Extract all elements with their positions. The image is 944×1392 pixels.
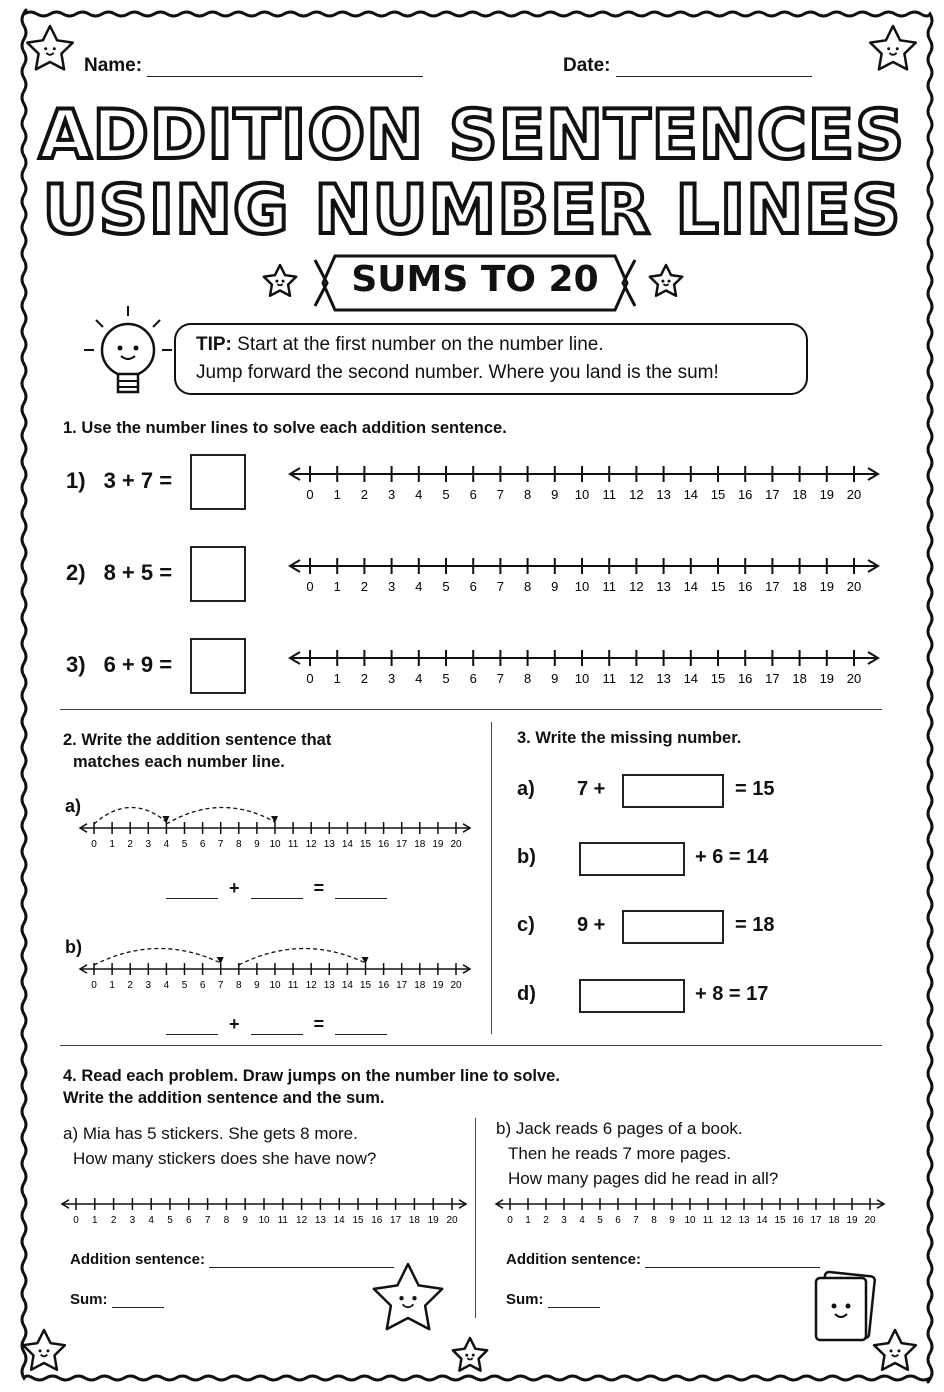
tick-label: 15 bbox=[710, 579, 726, 594]
tick-label: 17 bbox=[765, 487, 780, 502]
divider bbox=[475, 1118, 476, 1318]
addition-sentence-a: Addition sentence: bbox=[70, 1251, 394, 1268]
tick-label: 12 bbox=[296, 1215, 308, 1226]
sum-b: Sum: bbox=[506, 1291, 600, 1308]
section1-heading: 1. Use the number lines to solve each addition sentence. bbox=[63, 419, 507, 437]
tick-label: 4 bbox=[415, 487, 423, 502]
date-label: Date: bbox=[563, 55, 812, 77]
tick-label: 4 bbox=[415, 579, 423, 594]
tick-label: 3 bbox=[145, 980, 152, 991]
tick-label: 5 bbox=[442, 671, 450, 686]
tick-label: 11 bbox=[602, 579, 616, 594]
tick-label: 13 bbox=[738, 1215, 750, 1226]
tick-label: 11 bbox=[602, 487, 616, 502]
section3-heading: 3. Write the missing number. bbox=[517, 729, 742, 747]
tick-label: 13 bbox=[656, 579, 671, 594]
star-icon bbox=[23, 1330, 65, 1370]
tick-label: 2 bbox=[543, 1215, 549, 1226]
tick-label: 3 bbox=[129, 1215, 136, 1226]
problem-expression: 3 + 7 = bbox=[103, 468, 173, 493]
tick-label: 8 bbox=[236, 839, 242, 850]
tick-label: 10 bbox=[574, 487, 590, 502]
tick-label: 4 bbox=[415, 671, 423, 686]
tick-label: 8 bbox=[236, 980, 242, 991]
answer-line[interactable] bbox=[548, 1295, 600, 1308]
blank[interactable] bbox=[251, 884, 303, 899]
tick-label: 5 bbox=[181, 980, 188, 991]
problem-2 bbox=[66, 560, 172, 586]
lightbulb-icon bbox=[84, 306, 172, 392]
tick-label: 15 bbox=[359, 839, 372, 850]
missing-number-box[interactable] bbox=[579, 842, 685, 876]
tick-label: 14 bbox=[683, 671, 699, 686]
tick-label: 3 bbox=[387, 579, 396, 594]
tick-label: 11 bbox=[287, 839, 299, 850]
tick-label: 5 bbox=[597, 1215, 603, 1226]
tick-label: 20 bbox=[450, 839, 462, 850]
title-line1: ADDITION SENTENCES bbox=[38, 96, 906, 175]
tick-label: 12 bbox=[629, 487, 644, 502]
expression-left: 7 + bbox=[577, 778, 606, 800]
answer-box[interactable] bbox=[190, 546, 246, 602]
tick-label: 16 bbox=[371, 1215, 383, 1226]
tick-label: 8 bbox=[651, 1215, 657, 1226]
tick-label: 0 bbox=[91, 980, 97, 991]
blank[interactable] bbox=[335, 1020, 387, 1035]
tick-label: 16 bbox=[792, 1215, 804, 1226]
missing-number-box[interactable] bbox=[622, 910, 724, 944]
tick-label: 0 bbox=[91, 839, 97, 850]
tick-label: 9 bbox=[254, 839, 260, 850]
tick-label: 2 bbox=[360, 579, 369, 594]
tick-label: 17 bbox=[390, 1215, 402, 1226]
tick-label: 7 bbox=[496, 579, 505, 594]
tick-label: 13 bbox=[656, 671, 671, 686]
tick-label: 0 bbox=[306, 579, 314, 594]
tick-label: 1 bbox=[525, 1215, 531, 1226]
tick-label: 4 bbox=[148, 1215, 154, 1226]
problem-number: 3) bbox=[66, 652, 86, 677]
tick-label: 17 bbox=[810, 1215, 822, 1226]
expression-right: = 18 bbox=[735, 914, 775, 936]
tick-label: 1 bbox=[333, 671, 341, 686]
tick-label: 2 bbox=[360, 487, 369, 502]
tick-label: 17 bbox=[396, 839, 408, 850]
problem-a-text: a) Mia has 5 stickers. She gets 8 more. How many stickers does she have now? bbox=[63, 1124, 377, 1168]
tick-label: 7 bbox=[217, 980, 224, 991]
missing-number-box[interactable] bbox=[579, 979, 685, 1013]
tick-label: 3 bbox=[145, 839, 152, 850]
expression-right: = 15 bbox=[735, 778, 775, 800]
tick-label: 6 bbox=[615, 1215, 621, 1226]
item-label: a) bbox=[517, 778, 535, 800]
tick-label: 12 bbox=[720, 1215, 732, 1226]
tick-label: 15 bbox=[710, 671, 726, 686]
tick-label: 11 bbox=[702, 1215, 714, 1226]
tick-label: 7 bbox=[496, 487, 505, 502]
tick-label: 6 bbox=[199, 839, 206, 850]
tick-label: 13 bbox=[323, 980, 335, 991]
tick-label: 14 bbox=[333, 1215, 345, 1226]
tick-label: 15 bbox=[352, 1215, 364, 1226]
tick-label: 1 bbox=[333, 579, 341, 594]
tick-label: 8 bbox=[523, 671, 532, 686]
sentence-blanks-a: + = bbox=[166, 878, 387, 899]
tick-label: 2 bbox=[127, 980, 133, 991]
tick-label: 11 bbox=[602, 671, 616, 686]
answer-line[interactable] bbox=[209, 1255, 394, 1268]
expression-left: 9 + bbox=[577, 914, 606, 936]
tick-label: 12 bbox=[305, 839, 317, 850]
tick-label: 18 bbox=[414, 839, 426, 850]
problem-1 bbox=[66, 468, 172, 494]
tick-label: 5 bbox=[442, 579, 450, 594]
name-label: Name: bbox=[84, 55, 423, 77]
sentence-blanks-b: + = bbox=[166, 1014, 387, 1035]
tick-label: 0 bbox=[73, 1215, 79, 1226]
tick-label: 11 bbox=[287, 980, 299, 991]
tick-label: 9 bbox=[551, 671, 559, 686]
tick-label: 17 bbox=[765, 671, 780, 686]
tick-label: 10 bbox=[684, 1215, 696, 1226]
star-icon bbox=[374, 1264, 442, 1329]
tick-label: 14 bbox=[756, 1215, 768, 1226]
tick-label: 19 bbox=[846, 1215, 858, 1226]
tick-label: 12 bbox=[305, 980, 317, 991]
tick-label: 14 bbox=[341, 839, 353, 850]
tick-label: 9 bbox=[242, 1215, 248, 1226]
tick-label: 4 bbox=[163, 839, 170, 850]
tick-label: 15 bbox=[710, 487, 726, 502]
problem-expression: 8 + 5 = bbox=[103, 560, 173, 585]
tick-label: 9 bbox=[669, 1215, 675, 1226]
name-field[interactable] bbox=[147, 58, 423, 77]
tick-label: 7 bbox=[204, 1215, 211, 1226]
tick-label: 1 bbox=[109, 839, 115, 850]
book-icon bbox=[808, 1268, 878, 1344]
banner-text: SUMS TO 20 bbox=[351, 259, 599, 300]
tick-label: 3 bbox=[561, 1215, 567, 1226]
divider bbox=[60, 709, 882, 710]
tick-label: 3 bbox=[387, 487, 396, 502]
tick-label: 20 bbox=[450, 980, 462, 991]
tick-label: 4 bbox=[163, 980, 170, 991]
tick-label: 7 bbox=[217, 839, 224, 850]
tick-label: 1 bbox=[92, 1215, 98, 1226]
title-line2: USING NUMBER LINES bbox=[42, 171, 902, 250]
tick-label: 15 bbox=[774, 1215, 786, 1226]
tick-label: 9 bbox=[254, 980, 260, 991]
tip-text: TIP: Start at the first number on the number line. Jump forward the second number. Where you land is the sum! bbox=[196, 334, 719, 383]
tick-label: 15 bbox=[359, 980, 372, 991]
date-field[interactable] bbox=[616, 58, 812, 77]
tick-label: 20 bbox=[846, 487, 862, 502]
tick-label: 10 bbox=[574, 579, 590, 594]
tick-label: 6 bbox=[469, 671, 477, 686]
tick-label: 7 bbox=[633, 1215, 639, 1226]
tick-label: 6 bbox=[186, 1215, 192, 1226]
tick-label: 20 bbox=[446, 1215, 458, 1226]
addition-sentence-b: Addition sentence: bbox=[506, 1251, 820, 1268]
divider bbox=[491, 722, 492, 1034]
tick-label: 9 bbox=[551, 487, 559, 502]
tick-label: 18 bbox=[828, 1215, 840, 1226]
item-label: a) bbox=[65, 796, 82, 816]
tick-label: 2 bbox=[127, 839, 133, 850]
answer-line[interactable] bbox=[645, 1255, 820, 1268]
problem-expression: 6 + 9 = bbox=[103, 652, 173, 677]
tick-label: 10 bbox=[258, 1215, 270, 1226]
tick-label: 2 bbox=[110, 1215, 117, 1226]
tick-label: 18 bbox=[792, 487, 807, 502]
tick-label: 16 bbox=[378, 839, 390, 850]
tick-label: 13 bbox=[656, 487, 671, 502]
tick-label: 16 bbox=[737, 579, 753, 594]
tick-label: 12 bbox=[629, 671, 644, 686]
tick-label: 6 bbox=[199, 980, 206, 991]
tick-label: 1 bbox=[333, 487, 341, 502]
tick-label: 18 bbox=[792, 671, 807, 686]
tick-label: 6 bbox=[469, 487, 477, 502]
tick-label: 19 bbox=[819, 579, 835, 594]
tick-label: 13 bbox=[314, 1215, 326, 1226]
item-label: c) bbox=[517, 914, 535, 936]
tick-label: 2 bbox=[360, 671, 369, 686]
tick-label: 17 bbox=[396, 980, 408, 991]
tick-label: 10 bbox=[269, 980, 281, 991]
tick-label: 10 bbox=[574, 671, 590, 686]
tick-label: 13 bbox=[323, 839, 335, 850]
tick-label: 8 bbox=[523, 487, 532, 502]
problem-number: 1) bbox=[66, 468, 86, 493]
item-label: b) bbox=[517, 846, 536, 868]
tick-label: 8 bbox=[223, 1215, 230, 1226]
sum-a: Sum: bbox=[70, 1291, 164, 1308]
tick-label: 14 bbox=[683, 579, 699, 594]
tick-label: 11 bbox=[277, 1215, 288, 1226]
blank[interactable] bbox=[335, 884, 387, 899]
tick-label: 3 bbox=[387, 671, 396, 686]
tick-label: 19 bbox=[819, 671, 835, 686]
tick-label: 12 bbox=[629, 579, 644, 594]
tick-label: 16 bbox=[378, 980, 390, 991]
problem-number: 2) bbox=[66, 560, 86, 585]
answer-line[interactable] bbox=[112, 1295, 164, 1308]
section4-heading: 4. Read each problem. Draw jumps on the number line to solve. Write the addition sentence and the sum. bbox=[63, 1067, 560, 1107]
tick-label: 8 bbox=[523, 579, 532, 594]
tick-label: 5 bbox=[442, 487, 450, 502]
problem-3 bbox=[66, 652, 172, 678]
divider bbox=[60, 1045, 882, 1046]
section2-heading: 2. Write the addition sentence that matches each number line. bbox=[63, 731, 332, 771]
tick-label: 7 bbox=[496, 671, 505, 686]
item-label: d) bbox=[517, 983, 536, 1005]
tick-label: 20 bbox=[846, 671, 862, 686]
tick-label: 18 bbox=[792, 579, 807, 594]
expression-right: + 8 = 17 bbox=[695, 983, 769, 1005]
tick-label: 0 bbox=[507, 1215, 513, 1226]
tick-label: 19 bbox=[432, 839, 444, 850]
tick-label: 20 bbox=[864, 1215, 876, 1226]
tick-label: 5 bbox=[167, 1215, 173, 1226]
tick-label: 19 bbox=[819, 487, 835, 502]
tick-label: 20 bbox=[846, 579, 862, 594]
tick-label: 14 bbox=[341, 980, 353, 991]
tick-label: 16 bbox=[737, 487, 753, 502]
tick-label: 0 bbox=[306, 671, 314, 686]
tick-label: 9 bbox=[551, 579, 559, 594]
answer-box[interactable] bbox=[190, 638, 246, 694]
tick-label: 5 bbox=[181, 839, 188, 850]
tick-label: 19 bbox=[427, 1215, 439, 1226]
blank[interactable] bbox=[166, 884, 218, 899]
item-label: b) bbox=[65, 937, 82, 957]
star-icon bbox=[870, 26, 916, 69]
tick-label: 14 bbox=[683, 487, 699, 502]
tick-label: 17 bbox=[765, 579, 780, 594]
star-icon bbox=[27, 26, 73, 69]
answer-box[interactable] bbox=[190, 454, 246, 510]
missing-number-box[interactable] bbox=[622, 774, 724, 808]
tick-label: 1 bbox=[109, 980, 115, 991]
tick-label: 18 bbox=[414, 980, 426, 991]
expression-right: + 6 = 14 bbox=[695, 846, 769, 868]
tick-label: 16 bbox=[737, 671, 753, 686]
star-icon bbox=[874, 1330, 916, 1370]
tick-label: 10 bbox=[269, 839, 281, 850]
tick-label: 18 bbox=[408, 1215, 420, 1226]
tick-label: 6 bbox=[469, 579, 477, 594]
tick-label: 4 bbox=[579, 1215, 585, 1226]
blank[interactable] bbox=[251, 1020, 303, 1035]
problem-b-text: b) Jack reads 6 pages of a book. Then he reads 7 more pages. How many pages did he read in all? bbox=[496, 1119, 779, 1188]
blank[interactable] bbox=[166, 1020, 218, 1035]
tick-label: 19 bbox=[432, 980, 444, 991]
tick-label: 0 bbox=[306, 487, 314, 502]
star-icon bbox=[453, 1338, 487, 1371]
